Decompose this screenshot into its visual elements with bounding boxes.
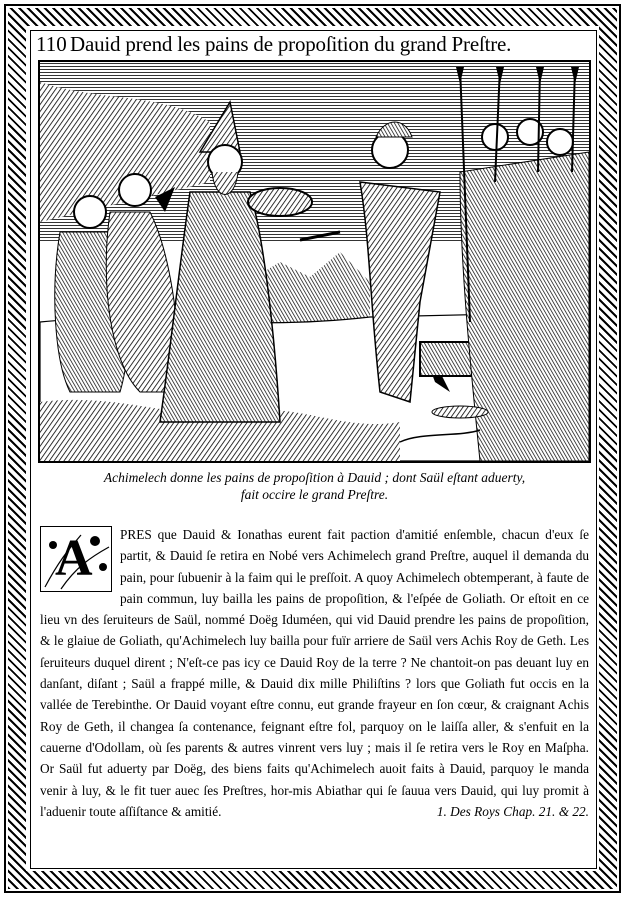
- woodcut-scene: [40, 62, 589, 461]
- page-title: Dauid prend les pains de propoſition du grand Preſtre.: [70, 32, 512, 56]
- body-paragraph: PRES que Dauid & Ionathas eurent fait paction d'amitié enſemble, chacun d'eux ſe partit, & Dauid ſe retira en Nobé vers Achimelech grand Preſtre, auquel il demanda du pain, pour ſubuenir à la faim qui le preſſoit. A quoy Achimelech obtemperant, à faute de pain commun, luy bailla les pains de propoſition, & l'eſpée de Goliath. Or eſtoit en ce lieu vn des ſeruiteurs de Saül, nommé Doëg Iduméen, qui vid Dauid prendre les pains de propoſition, & le glaiue de Goliath, qu'Achimelech luy bailla pour fuïr arriere de Saül vers Achis Roy de Geth. Les ſeruiteurs duquel dirent ; N'eſt-ce pas icy ce Dauid Roy de la terre ? Ne chantoit-on pas deuant luy en danſant, diſant ; Saül a frappé mille, & Dauid dix mille Philiſtins ? lors que Goliath fut occis en la vallée de Terebinthe. Or Dauid voyant eſtre connu, eut grande frayeur en ſon cœur, & craignant Achis Roy de Geth, il changea ſa contenance, feignant eſtre fol, parquoy on le laiſſa aller, & s'enfuit en la cauerne d'Odollam, où ſes parents & autres vinrent vers luy ; mais il ſe retira vers le Roy en Maſpha. Or Saül fut aduerty par Doëg, des biens faits qu'Achimelech auoit faits à Dauid, parquoy le manda venir à luy, & le fit tuer auec ſes Preſtres, hor-mis Abiathar qui ſe ſauua vers Dauid, qui luy promit à l'aduenir toute aſſiſtance & amitié.: [40, 527, 589, 819]
- scripture-reference: 1. Des Roys Chap. 21. & 22.: [436, 803, 589, 819]
- page-header: [36, 30, 591, 60]
- caption-line-2: fait occire le grand Preſtre.: [240, 487, 389, 502]
- body-text: [40, 524, 589, 822]
- woodcut-illustration: [38, 60, 591, 463]
- drop-cap-frame: [40, 526, 112, 592]
- caption-line-1: Achimelech donne les pains de propoſition à Dauid ; dont Saül eſtant aduerty,: [103, 470, 526, 485]
- page-number: 110: [36, 32, 67, 56]
- drop-cap: [40, 526, 112, 592]
- loaves: [248, 188, 312, 216]
- bowl: [432, 406, 488, 418]
- drop-cap-letter: A: [55, 530, 93, 587]
- illustration-caption: [40, 469, 589, 503]
- chest: [420, 342, 472, 376]
